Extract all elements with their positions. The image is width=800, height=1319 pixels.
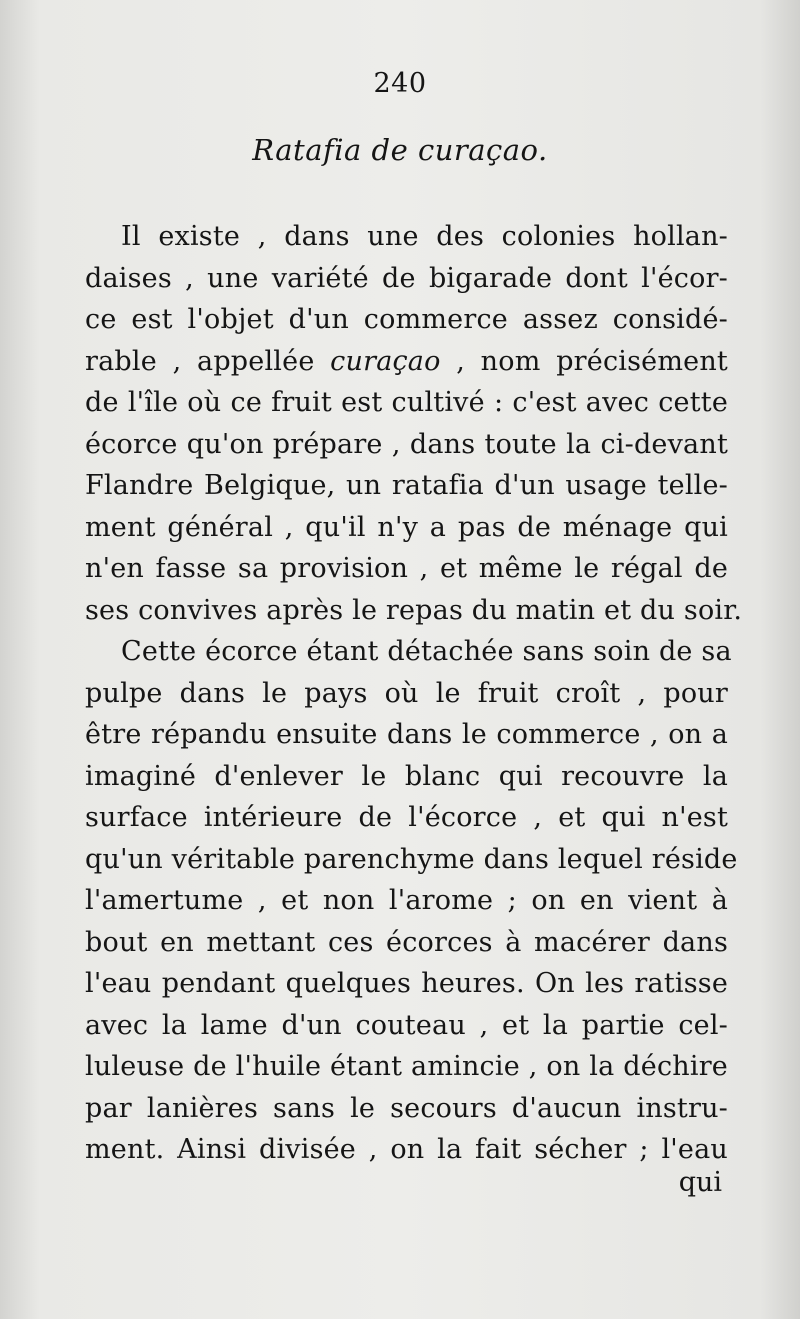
text-line: surface intérieure de l'écorce , et qui n'est bbox=[85, 802, 728, 833]
text-line: n'en fasse sa provision , et même le régal de bbox=[85, 553, 728, 584]
catchword: qui bbox=[678, 1167, 722, 1198]
text-line: Il existe , dans une des colonies hollan- bbox=[121, 221, 728, 252]
text-line: avec la lame d'un couteau , et la partie cel- bbox=[85, 1009, 728, 1041]
text-segment: , nom précisément bbox=[440, 345, 728, 377]
text-line: l'eau pendant quelques heures. On les ratisse bbox=[85, 968, 728, 999]
text-line: ses convives après le repas du matin et du soir. bbox=[85, 594, 743, 626]
text-line: qu'un véritable parenchyme dans lequel réside bbox=[85, 843, 738, 875]
body-text bbox=[85, 216, 743, 1171]
page-number: 240 bbox=[373, 68, 427, 99]
text-line: ment général , qu'il n'y a pas de ménage qui bbox=[85, 511, 728, 543]
italic-term: curaçao bbox=[330, 345, 441, 377]
text-segment: rable , appellée bbox=[85, 345, 331, 377]
text-line: luleuse de l'huile étant amincie , on la déchire bbox=[85, 1051, 728, 1082]
text-line: de l'île où ce fruit est cultivé : c'est avec cette bbox=[85, 387, 728, 418]
text-line: par lanières sans le secours d'aucun instru- bbox=[85, 1092, 728, 1124]
text-line bbox=[85, 341, 728, 383]
text-line: daises , une variété de bigarade dont l'écor- bbox=[85, 262, 728, 294]
text-line: bout en mettant ces écorces à macérer dans bbox=[85, 926, 728, 958]
section-title: Ratafia de curaçao. bbox=[252, 133, 548, 167]
text-line: écorce qu'on prépare , dans toute la ci-devant bbox=[85, 428, 728, 460]
text-line: pulpe dans le pays où le fruit croît , pour bbox=[85, 677, 728, 709]
text-line: Cette écorce étant détachée sans soin de sa bbox=[121, 636, 732, 667]
text-line: Flandre Belgique, un ratafia d'un usage telle- bbox=[85, 470, 728, 501]
text-line: être répandu ensuite dans le commerce , on a bbox=[85, 719, 728, 750]
text-line: ce est l'objet d'un commerce assez considé- bbox=[85, 304, 728, 335]
text-line: imaginé d'enlever le blanc qui recouvre la bbox=[85, 760, 728, 792]
text-line: l'amertume , et non l'arome ; on en vient à bbox=[85, 885, 728, 916]
text-line: ment. Ainsi divisée , on la fait sécher ; l'eau bbox=[85, 1134, 728, 1165]
